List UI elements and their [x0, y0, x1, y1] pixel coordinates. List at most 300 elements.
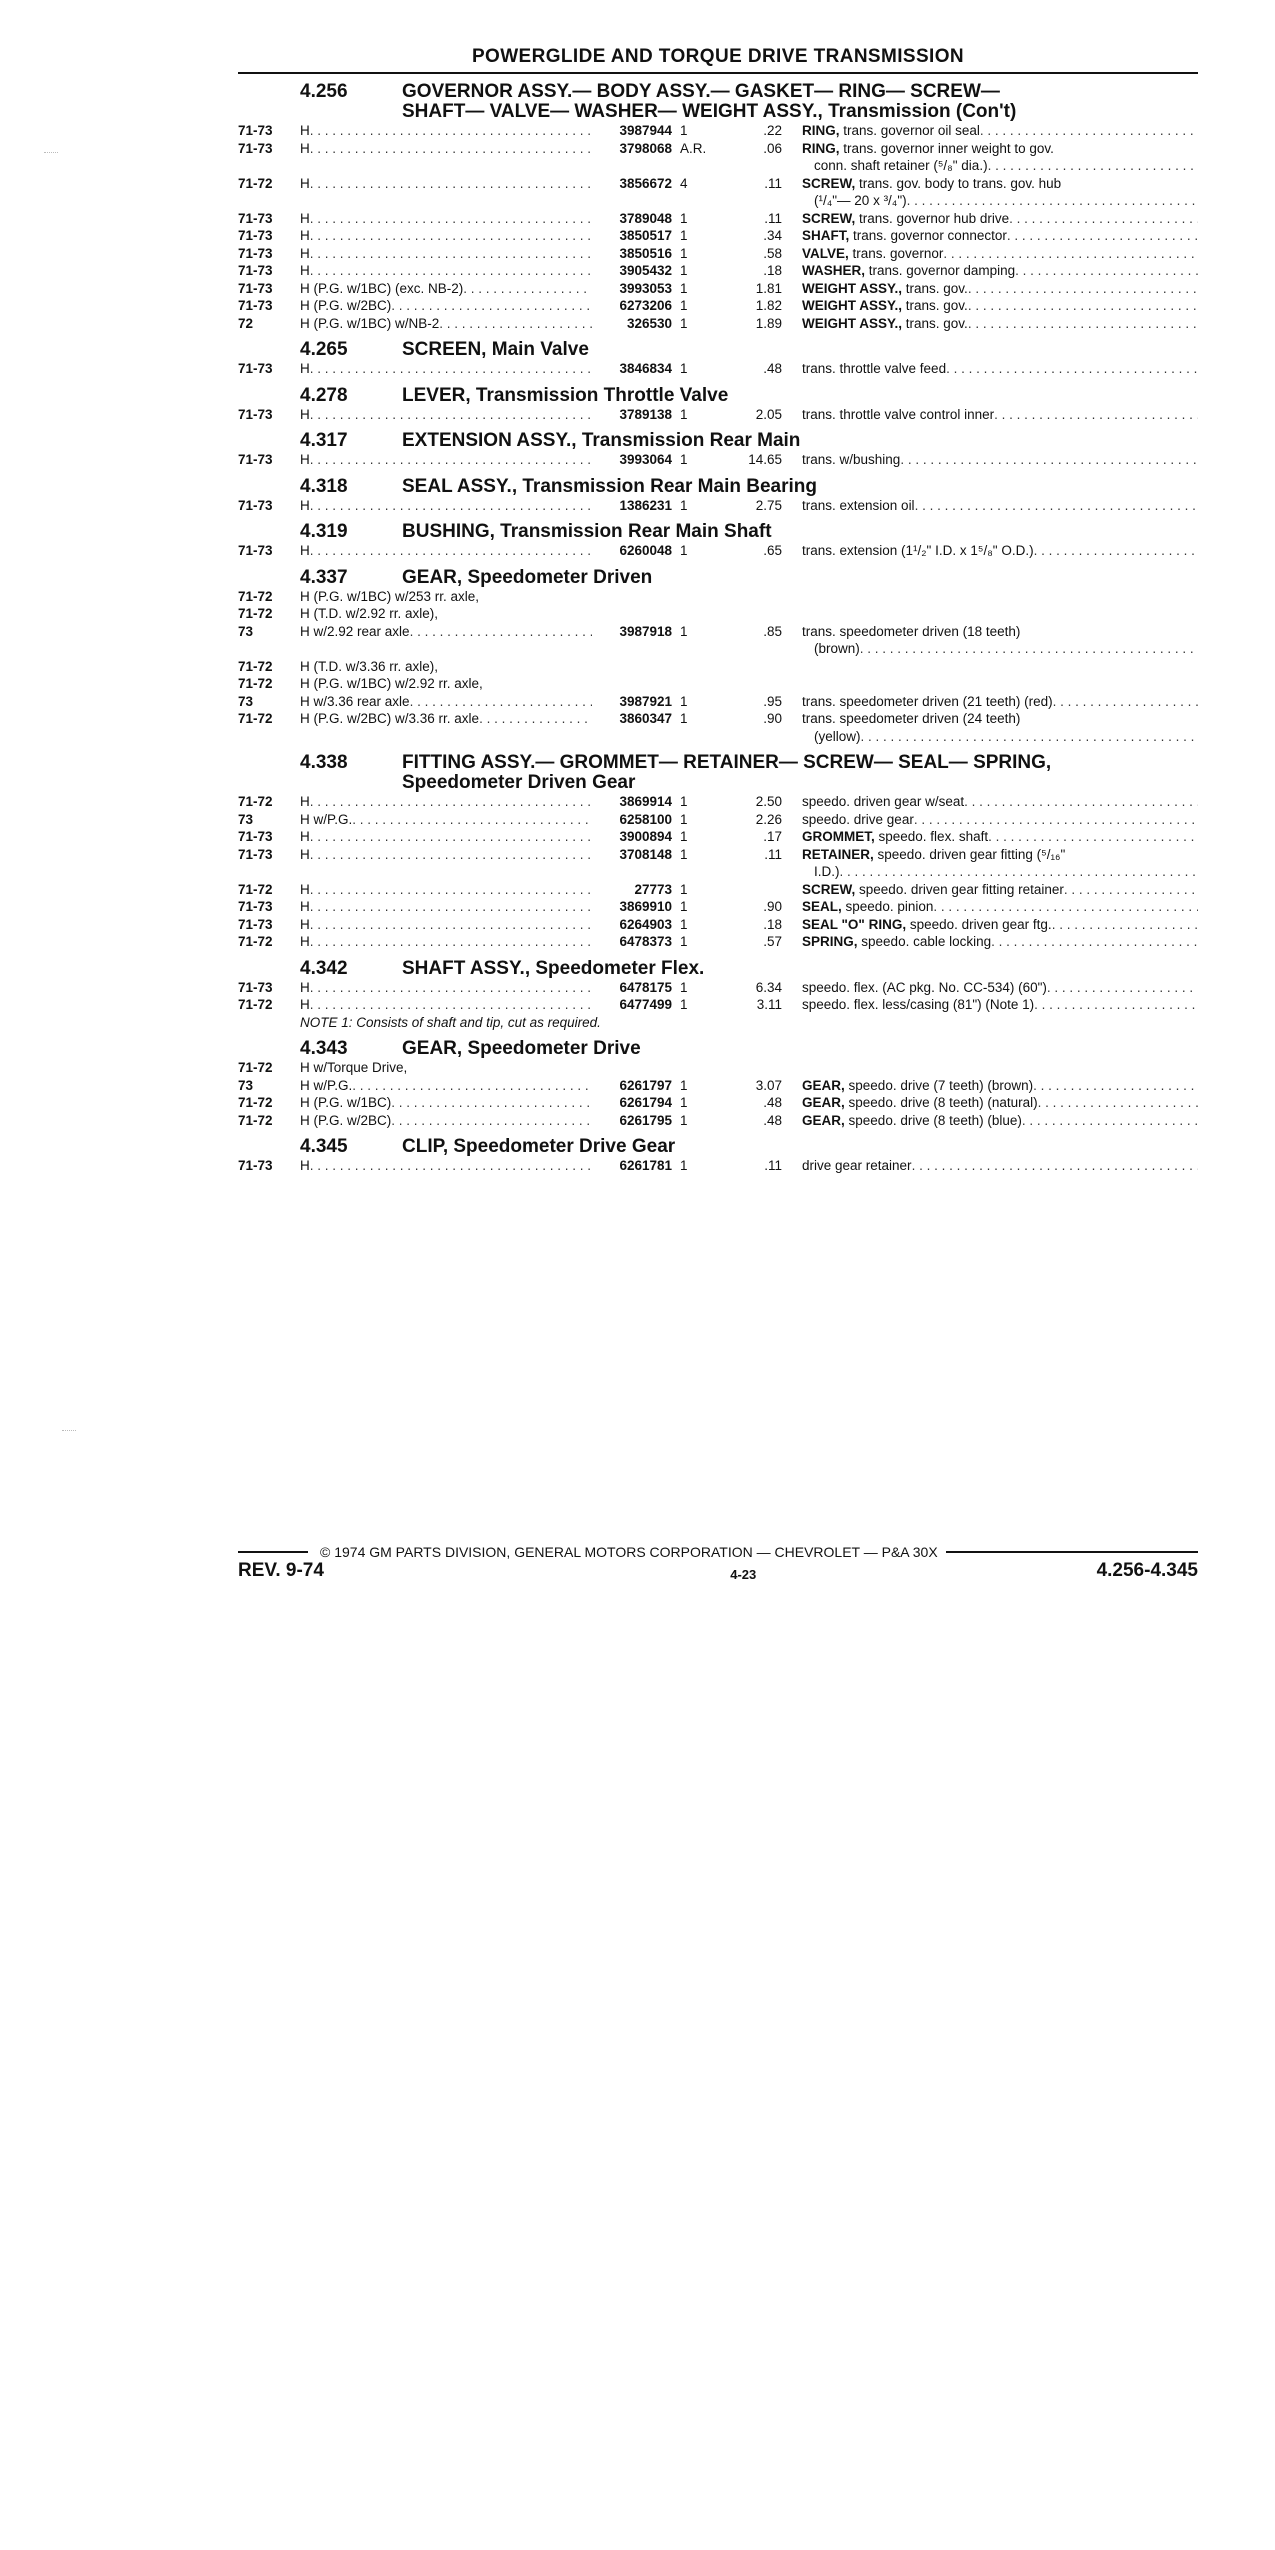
- application: H: [300, 899, 310, 914]
- price: .22: [763, 123, 782, 138]
- application: H (P.G. w/2BC): [300, 298, 392, 313]
- dot-leader: [310, 1157, 592, 1175]
- part-row: [238, 140, 1198, 175]
- part-row: [238, 122, 1198, 140]
- application-cell: [300, 451, 592, 469]
- model-years: 71-72: [238, 175, 273, 191]
- application-cell: [300, 710, 592, 745]
- section-number: 4.345: [300, 1136, 348, 1157]
- model-years: 71-72: [238, 658, 273, 674]
- model-years: 73: [238, 623, 254, 639]
- description-line: [802, 280, 1198, 298]
- part-number: 3869914: [619, 794, 672, 809]
- quantity: [672, 675, 726, 693]
- part-number: [592, 605, 672, 623]
- dot-leader: [860, 640, 1198, 658]
- part-description: [782, 916, 1198, 934]
- parts-section: [238, 1137, 1198, 1175]
- part-name: SPRING,: [802, 934, 858, 949]
- part-row: [238, 406, 1198, 424]
- section-title-line: Speedometer Driven Gear: [402, 772, 636, 793]
- price: .90: [763, 711, 782, 726]
- quantity: 1: [680, 452, 688, 467]
- part-detail: trans. speedometer driven (24 teeth): [802, 711, 1021, 726]
- description-line: [802, 1112, 1198, 1130]
- part-row: [238, 1094, 1198, 1112]
- description-text: [802, 623, 1020, 641]
- section-title-line: CLIP, Speedometer Drive Gear: [402, 1136, 676, 1157]
- part-number: 3789048: [619, 210, 672, 226]
- part-name: GEAR,: [802, 1112, 845, 1128]
- dot-leader: [310, 497, 592, 515]
- dot-leader: [1033, 1077, 1198, 1095]
- dot-leader: [310, 245, 592, 263]
- part-description: [782, 542, 1198, 560]
- parts-section: [238, 477, 1198, 515]
- part-description: [782, 793, 1198, 811]
- part-description: [782, 933, 1198, 951]
- dot-leader: [310, 175, 592, 210]
- part-number: 3900894: [619, 829, 672, 844]
- part-number: 6261794: [619, 1095, 672, 1110]
- part-row: [238, 175, 1198, 210]
- description-text: [802, 297, 968, 315]
- quantity: 1: [680, 997, 688, 1012]
- quantity: 1: [680, 711, 688, 726]
- section-header: [238, 753, 1198, 793]
- parts-section: [238, 340, 1198, 378]
- application-cell: [300, 916, 592, 934]
- application-cell: [300, 605, 592, 623]
- part-number: 3987921: [619, 693, 672, 709]
- section-title: [402, 82, 1198, 122]
- description-text: [802, 542, 1034, 560]
- footer-rule-left: [238, 1551, 308, 1553]
- part-description: [782, 623, 1198, 658]
- application-cell: [300, 542, 592, 560]
- parts-sections: [238, 82, 1198, 1175]
- part-name: GROMMET,: [802, 829, 875, 844]
- description-text: [802, 1094, 1038, 1112]
- application: H: [300, 916, 310, 932]
- application: H (P.G. w/1BC) w/2.92 rr. axle,: [300, 676, 483, 691]
- application-cell: [300, 881, 592, 899]
- section-title-line: SEAL ASSY., Transmission Rear Main Bearing: [402, 475, 817, 497]
- application-cell: [300, 623, 592, 658]
- application-cell: [300, 1077, 592, 1095]
- model-years: 71-73: [238, 543, 273, 558]
- price: 2.50: [755, 794, 782, 809]
- price: .17: [763, 829, 782, 844]
- footer-rule-right: [946, 1551, 1198, 1553]
- model-years: 71-73: [238, 228, 273, 243]
- application: H: [300, 452, 310, 467]
- application-cell: [300, 210, 592, 228]
- part-detail: trans. throttle valve control inner: [802, 406, 995, 422]
- part-row: [238, 898, 1198, 916]
- dot-leader: [479, 710, 592, 745]
- part-description: [782, 245, 1198, 263]
- part-description: [782, 451, 1198, 469]
- application: H: [300, 934, 310, 949]
- dot-leader: [1052, 916, 1198, 934]
- dot-leader: [980, 122, 1198, 140]
- part-number: 3856672: [619, 175, 672, 191]
- part-detail: trans. gov. body to trans. gov. hub: [859, 175, 1062, 191]
- part-description: [782, 406, 1198, 424]
- dot-leader: [310, 916, 592, 934]
- dot-leader: [994, 406, 1198, 424]
- part-row: [238, 280, 1198, 298]
- section-title-line: FITTING ASSY.— GROMMET— RETAINER— SCREW— SEAL— SPRING,: [402, 752, 1052, 773]
- catalog-page: [238, 44, 1198, 1175]
- part-detail: speedo. pinion: [845, 899, 934, 914]
- section-title: [402, 568, 1198, 588]
- part-detail: trans. governor inner weight to gov.: [843, 140, 1054, 156]
- model-years: 71-73: [238, 979, 273, 995]
- description-text: [802, 1112, 1022, 1130]
- application-cell: [300, 227, 592, 245]
- model-years: 71-73: [238, 123, 273, 138]
- description-line: [802, 898, 1198, 916]
- part-number: 3993053: [619, 280, 672, 296]
- part-name: SCREW,: [802, 210, 856, 226]
- quantity: 1: [680, 846, 688, 862]
- price: 6.34: [755, 979, 782, 995]
- section-number: 4.319: [300, 521, 348, 542]
- quantity: 1: [680, 543, 688, 558]
- dot-leader: [1053, 693, 1198, 711]
- dot-leader: [352, 1077, 592, 1095]
- description-line: [802, 1094, 1198, 1112]
- dot-leader: [1064, 881, 1198, 899]
- application-cell: [300, 811, 592, 829]
- part-detail: trans. speedometer driven (18 teeth): [802, 623, 1021, 639]
- description-text: [802, 122, 980, 140]
- part-number: 27773: [634, 881, 672, 897]
- price: [726, 588, 782, 606]
- model-years: 73: [238, 693, 254, 709]
- section-title: [402, 431, 1198, 451]
- description-line: [802, 157, 1198, 175]
- part-row: [238, 542, 1198, 560]
- dot-leader: [310, 846, 592, 881]
- description-text: [802, 898, 933, 916]
- application: H (P.G. w/1BC): [300, 1095, 392, 1110]
- application-cell: [300, 1059, 592, 1077]
- part-detail: trans. governor: [852, 245, 944, 261]
- dot-leader: [1034, 996, 1198, 1014]
- part-number: 3789138: [619, 406, 672, 422]
- section-title-line: GEAR, Speedometer Driven: [402, 566, 653, 588]
- part-row: [238, 1112, 1198, 1130]
- section-title-line: SHAFT— VALVE— WASHER— WEIGHT ASSY., Transmission (Con't): [402, 101, 1017, 122]
- description-text: [802, 497, 915, 515]
- application-cell: [300, 297, 592, 315]
- part-row: [238, 1157, 1198, 1175]
- description-line: [802, 728, 1198, 746]
- application-cell: [300, 979, 592, 997]
- dot-leader: [1015, 262, 1198, 280]
- price: .57: [763, 934, 782, 949]
- section-number: 4.318: [300, 475, 348, 497]
- part-number: 6260048: [619, 543, 672, 558]
- dot-leader: [964, 793, 1198, 811]
- part-detail: speedo. drive (8 teeth) (blue): [848, 1112, 1022, 1128]
- dot-leader: [310, 996, 592, 1014]
- section-header: [238, 477, 1198, 497]
- description-text: [814, 863, 840, 881]
- part-number: 6478373: [619, 934, 672, 949]
- section-title-line: GOVERNOR ASSY.— BODY ASSY.— GASKET— RING— SCREW—: [402, 81, 1000, 102]
- quantity: 1: [680, 881, 688, 897]
- part-description: [782, 497, 1198, 515]
- application-cell: [300, 933, 592, 951]
- description-line: [802, 360, 1198, 378]
- application-cell: [300, 996, 592, 1014]
- dot-leader: [310, 898, 592, 916]
- part-name: SCREW,: [802, 881, 856, 897]
- description-line: [802, 297, 1198, 315]
- section-header: [238, 522, 1198, 542]
- dot-leader: [912, 1157, 1198, 1175]
- model-years: 71-73: [238, 361, 273, 376]
- description-text: [802, 175, 1061, 193]
- quantity: 1: [680, 361, 688, 376]
- quantity: 1: [680, 829, 688, 844]
- quantity: 1: [680, 899, 688, 914]
- part-detail: trans. gov.: [905, 280, 968, 296]
- description-text: [802, 280, 968, 298]
- part-description: [782, 210, 1198, 228]
- section-header: [238, 340, 1198, 360]
- description-line: [802, 210, 1198, 228]
- part-name: WEIGHT ASSY.,: [802, 280, 903, 296]
- part-row: [238, 451, 1198, 469]
- quantity: 1: [680, 916, 688, 932]
- part-number: 3860347: [619, 711, 672, 726]
- part-detail: speedo. drive (7 teeth) (brown): [848, 1077, 1034, 1093]
- section-header: [238, 1039, 1198, 1059]
- part-description: [782, 360, 1198, 378]
- part-detail: speedo. flex. shaft: [878, 829, 989, 844]
- part-number: 6477499: [619, 997, 672, 1012]
- description-line: [802, 933, 1198, 951]
- price: [726, 1059, 782, 1077]
- application-cell: [300, 588, 592, 606]
- section-title: [402, 1039, 1198, 1059]
- model-years: 71-73: [238, 452, 273, 467]
- dot-leader: [1009, 210, 1198, 228]
- part-row: [238, 793, 1198, 811]
- model-years: 71-73: [238, 280, 273, 296]
- quantity: 1: [680, 315, 688, 331]
- part-name: WASHER,: [802, 263, 866, 278]
- quantity: [672, 588, 726, 606]
- part-detail: trans. speedometer driven (21 teeth) (red): [802, 693, 1053, 709]
- part-row: [238, 1077, 1198, 1095]
- description-text: [802, 811, 914, 829]
- description-text: [802, 693, 1053, 711]
- quantity: 1: [680, 979, 688, 995]
- description-text: [802, 793, 964, 811]
- model-years: 71-73: [238, 497, 273, 513]
- description-line: [802, 640, 1198, 658]
- part-description: [782, 140, 1198, 175]
- section-title: [402, 386, 1198, 406]
- description-text: [802, 227, 1007, 245]
- application: H: [300, 245, 310, 261]
- part-number: 3905432: [619, 263, 672, 278]
- parts-section: [238, 1039, 1198, 1129]
- part-number: 6261795: [619, 1112, 672, 1128]
- part-detail: (¹/₄"— 20 x ³/₄"): [814, 193, 907, 208]
- model-years: 71-72: [238, 1060, 273, 1075]
- dot-leader: [439, 315, 592, 333]
- part-number: 3708148: [619, 846, 672, 862]
- model-years: 71-72: [238, 711, 273, 726]
- parts-section: [238, 568, 1198, 746]
- parts-section: [238, 431, 1198, 469]
- scan-speck: [62, 1430, 76, 1431]
- description-line: [802, 122, 1198, 140]
- dot-leader: [410, 623, 592, 658]
- part-detail: (brown): [814, 641, 860, 656]
- section-number: 4.278: [300, 384, 348, 406]
- quantity: 1: [680, 298, 688, 313]
- application-cell: [300, 360, 592, 378]
- dot-leader: [988, 157, 1198, 175]
- part-detail: trans. governor hub drive: [859, 210, 1010, 226]
- model-years: 71-72: [238, 606, 273, 621]
- part-row: [238, 210, 1198, 228]
- model-years: 71-73: [238, 1158, 273, 1173]
- part-row: [238, 245, 1198, 263]
- part-detail: speedo. flex. (AC pkg. No. CC-534) (60"): [802, 979, 1047, 995]
- description-line: [802, 497, 1198, 515]
- part-number: 326530: [626, 315, 672, 331]
- description-line: [802, 175, 1198, 193]
- model-years: 71-72: [238, 1095, 273, 1110]
- description-text: [802, 846, 1065, 864]
- part-number: 1386231: [619, 497, 672, 513]
- section-header: [238, 431, 1198, 451]
- part-row: [238, 996, 1198, 1014]
- price: .18: [763, 916, 782, 932]
- description-line: [802, 623, 1198, 641]
- part-description: [782, 262, 1198, 280]
- dot-leader: [463, 280, 592, 298]
- application: H: [300, 263, 310, 278]
- part-name: GEAR,: [802, 1077, 845, 1093]
- part-number: 6261797: [619, 1077, 672, 1093]
- application: H (P.G. w/1BC) (exc. NB-2): [300, 280, 464, 296]
- footer-bottom: [238, 1560, 1198, 1582]
- price: .48: [763, 1112, 782, 1128]
- application: H: [300, 228, 310, 243]
- part-number: [592, 588, 672, 606]
- quantity: 1: [680, 280, 688, 296]
- model-years: 71-72: [238, 881, 273, 897]
- section-number: 4.342: [300, 957, 348, 979]
- part-description: [782, 898, 1198, 916]
- application-cell: [300, 828, 592, 846]
- part-number: 6478175: [619, 979, 672, 995]
- part-description: [782, 1059, 1198, 1077]
- description-line: [802, 451, 1198, 469]
- footer-revision: REV. 9-74: [238, 1560, 324, 1581]
- description-line: [802, 793, 1198, 811]
- quantity: 1: [680, 1158, 688, 1173]
- part-detail: trans. throttle valve feed: [802, 361, 947, 376]
- part-description: [782, 1157, 1198, 1175]
- dot-leader: [1007, 227, 1198, 245]
- section-title-line: SCREEN, Main Valve: [402, 339, 589, 360]
- part-number: [592, 658, 672, 676]
- part-name: WEIGHT ASSY.,: [802, 298, 903, 313]
- description-text: [802, 1157, 912, 1175]
- application: H: [300, 794, 310, 809]
- dot-leader: [1038, 1094, 1198, 1112]
- part-number: 3993064: [619, 452, 672, 467]
- description-text: [802, 1077, 1033, 1095]
- quantity: 1: [680, 1077, 688, 1093]
- part-detail: trans. governor damping: [868, 263, 1016, 278]
- description-text: [802, 315, 968, 333]
- part-number: 6258100: [619, 811, 672, 827]
- section-header: [238, 386, 1198, 406]
- parts-section: [238, 386, 1198, 424]
- model-years: 71-72: [238, 676, 273, 691]
- price: .58: [763, 245, 782, 261]
- description-line: [802, 979, 1198, 997]
- section-number: 4.317: [300, 430, 348, 451]
- price: .34: [763, 228, 782, 243]
- part-detail: trans. extension oil: [802, 497, 915, 513]
- section-title-line: SHAFT ASSY., Speedometer Flex.: [402, 957, 705, 979]
- description-line: [802, 916, 1198, 934]
- part-description: [782, 693, 1198, 711]
- part-name: GEAR,: [802, 1095, 845, 1110]
- price: .11: [764, 175, 782, 191]
- dot-leader: [310, 933, 592, 951]
- application: H: [300, 1158, 310, 1173]
- part-name: RING,: [802, 140, 840, 156]
- application: H (P.G. w/2BC) w/3.36 rr. axle: [300, 711, 480, 726]
- price: 2.05: [755, 406, 782, 422]
- model-years: 71-73: [238, 245, 273, 261]
- description-text: [814, 728, 861, 746]
- model-years: 73: [238, 811, 254, 827]
- price: .18: [763, 263, 782, 278]
- description-line: [802, 693, 1198, 711]
- dot-leader: [310, 542, 592, 560]
- price: 2.75: [755, 497, 782, 513]
- price: 1.81: [755, 280, 782, 296]
- section-title: [402, 522, 1198, 542]
- price: [726, 675, 782, 693]
- dot-leader: [968, 280, 1198, 298]
- application: H: [300, 979, 310, 995]
- application-cell: [300, 658, 592, 676]
- section-number: 4.256: [300, 81, 348, 102]
- application: H (T.D. w/3.36 rr. axle),: [300, 658, 439, 674]
- section-header: [238, 1137, 1198, 1157]
- application-cell: [300, 497, 592, 515]
- section-title: [402, 959, 1198, 979]
- part-description: [782, 297, 1198, 315]
- quantity: 1: [680, 210, 688, 226]
